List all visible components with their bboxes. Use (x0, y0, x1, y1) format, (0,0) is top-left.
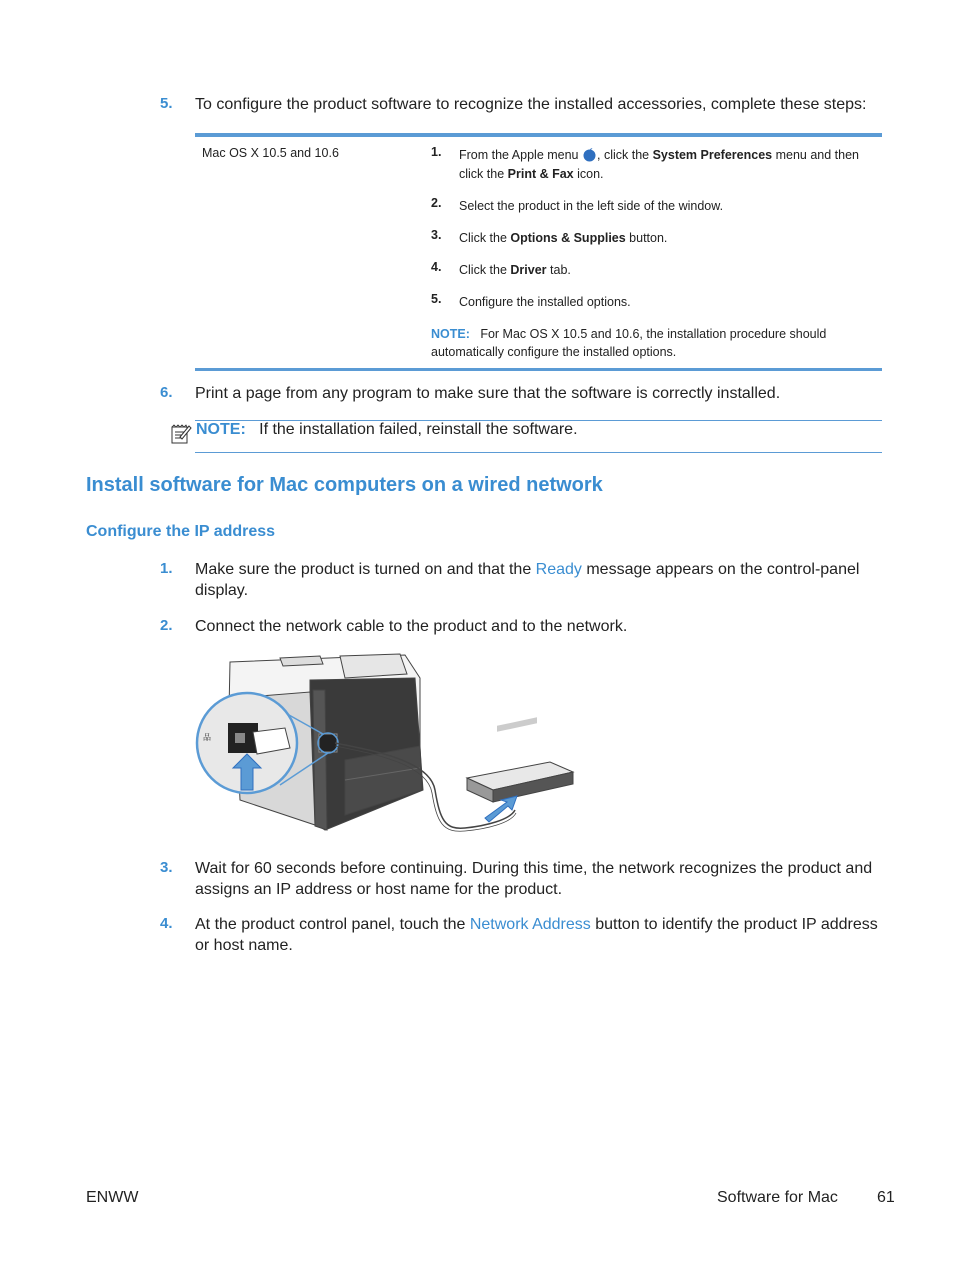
apple-icon (582, 147, 597, 162)
substep-number: 4. (431, 260, 442, 274)
step-number: 2. (160, 617, 173, 634)
step-text-line2: or host name. (195, 937, 293, 954)
note (196, 419, 578, 440)
substep-text: From the Apple menu , click the System Preferences menu and then (459, 148, 859, 162)
substep-text: Select the product in the left side of the window. (459, 199, 724, 213)
step-text: At the product control panel, touch the Network Address button to identify the product IP address (195, 916, 878, 933)
section-title: Install software for Mac computers on a wired network (86, 474, 603, 496)
step-number: 1. (160, 560, 173, 577)
subsection-title: Configure the IP address (86, 523, 276, 540)
step-number: 5. (160, 95, 173, 112)
network-cable-illustration (195, 650, 585, 845)
note-bottom-rule (195, 452, 882, 453)
substep-number: 2. (431, 196, 442, 210)
note-label: NOTE: (196, 421, 246, 438)
step-number: 6. (160, 384, 173, 401)
table-top-rule (195, 133, 882, 137)
step-text: Connect the network cable to the product and to the network. (195, 618, 628, 635)
step-text: Print a page from any program to make sure that the software is correctly installed. (195, 385, 781, 402)
substep-text: Click the Driver tab. (459, 263, 571, 277)
note-label: NOTE: (431, 327, 470, 341)
substep-text: Configure the installed options. (459, 295, 631, 309)
os-label: Mac OS X 10.5 and 10.6 (202, 146, 339, 160)
step-text: To configure the product software to recognize the installed accessories, complete these steps: (195, 96, 867, 113)
table-bottom-rule (195, 368, 882, 371)
substep-text-line2: click the Print & Fax icon. (459, 167, 604, 181)
footer-section: Software for Mac (717, 1189, 838, 1206)
ready-message: Ready (535, 561, 582, 578)
note-text: If the installation failed, reinstall the software. (259, 421, 578, 438)
step-text: Wait for 60 seconds before continuing. During this time, the network recognizes the product and (195, 860, 873, 877)
step-number: 3. (160, 859, 173, 876)
substep-text: Click the Options & Supplies button. (459, 231, 668, 245)
network-address-button-ref: Network Address (469, 916, 591, 933)
step-text-line2: assigns an IP address or host name for the product. (195, 881, 563, 898)
note-icon (170, 423, 192, 445)
table-note-line2: automatically configure the installed options. (431, 345, 677, 359)
table-note: NOTE: For Mac OS X 10.5 and 10.6, the installation procedure should (431, 327, 827, 341)
substep-number: 3. (431, 228, 442, 242)
step-text-line2: display. (195, 582, 249, 599)
page-number: 61 (877, 1189, 895, 1206)
substep-number: 5. (431, 292, 442, 306)
step-text: Make sure the product is turned on and that the Ready message appears on the control-panel (195, 561, 860, 578)
footer-left: ENWW (86, 1189, 139, 1206)
substep-number: 1. (431, 145, 442, 159)
step-number: 4. (160, 915, 173, 932)
network-switch-drawing (467, 717, 573, 802)
svg-text:品: 品 (203, 733, 211, 742)
